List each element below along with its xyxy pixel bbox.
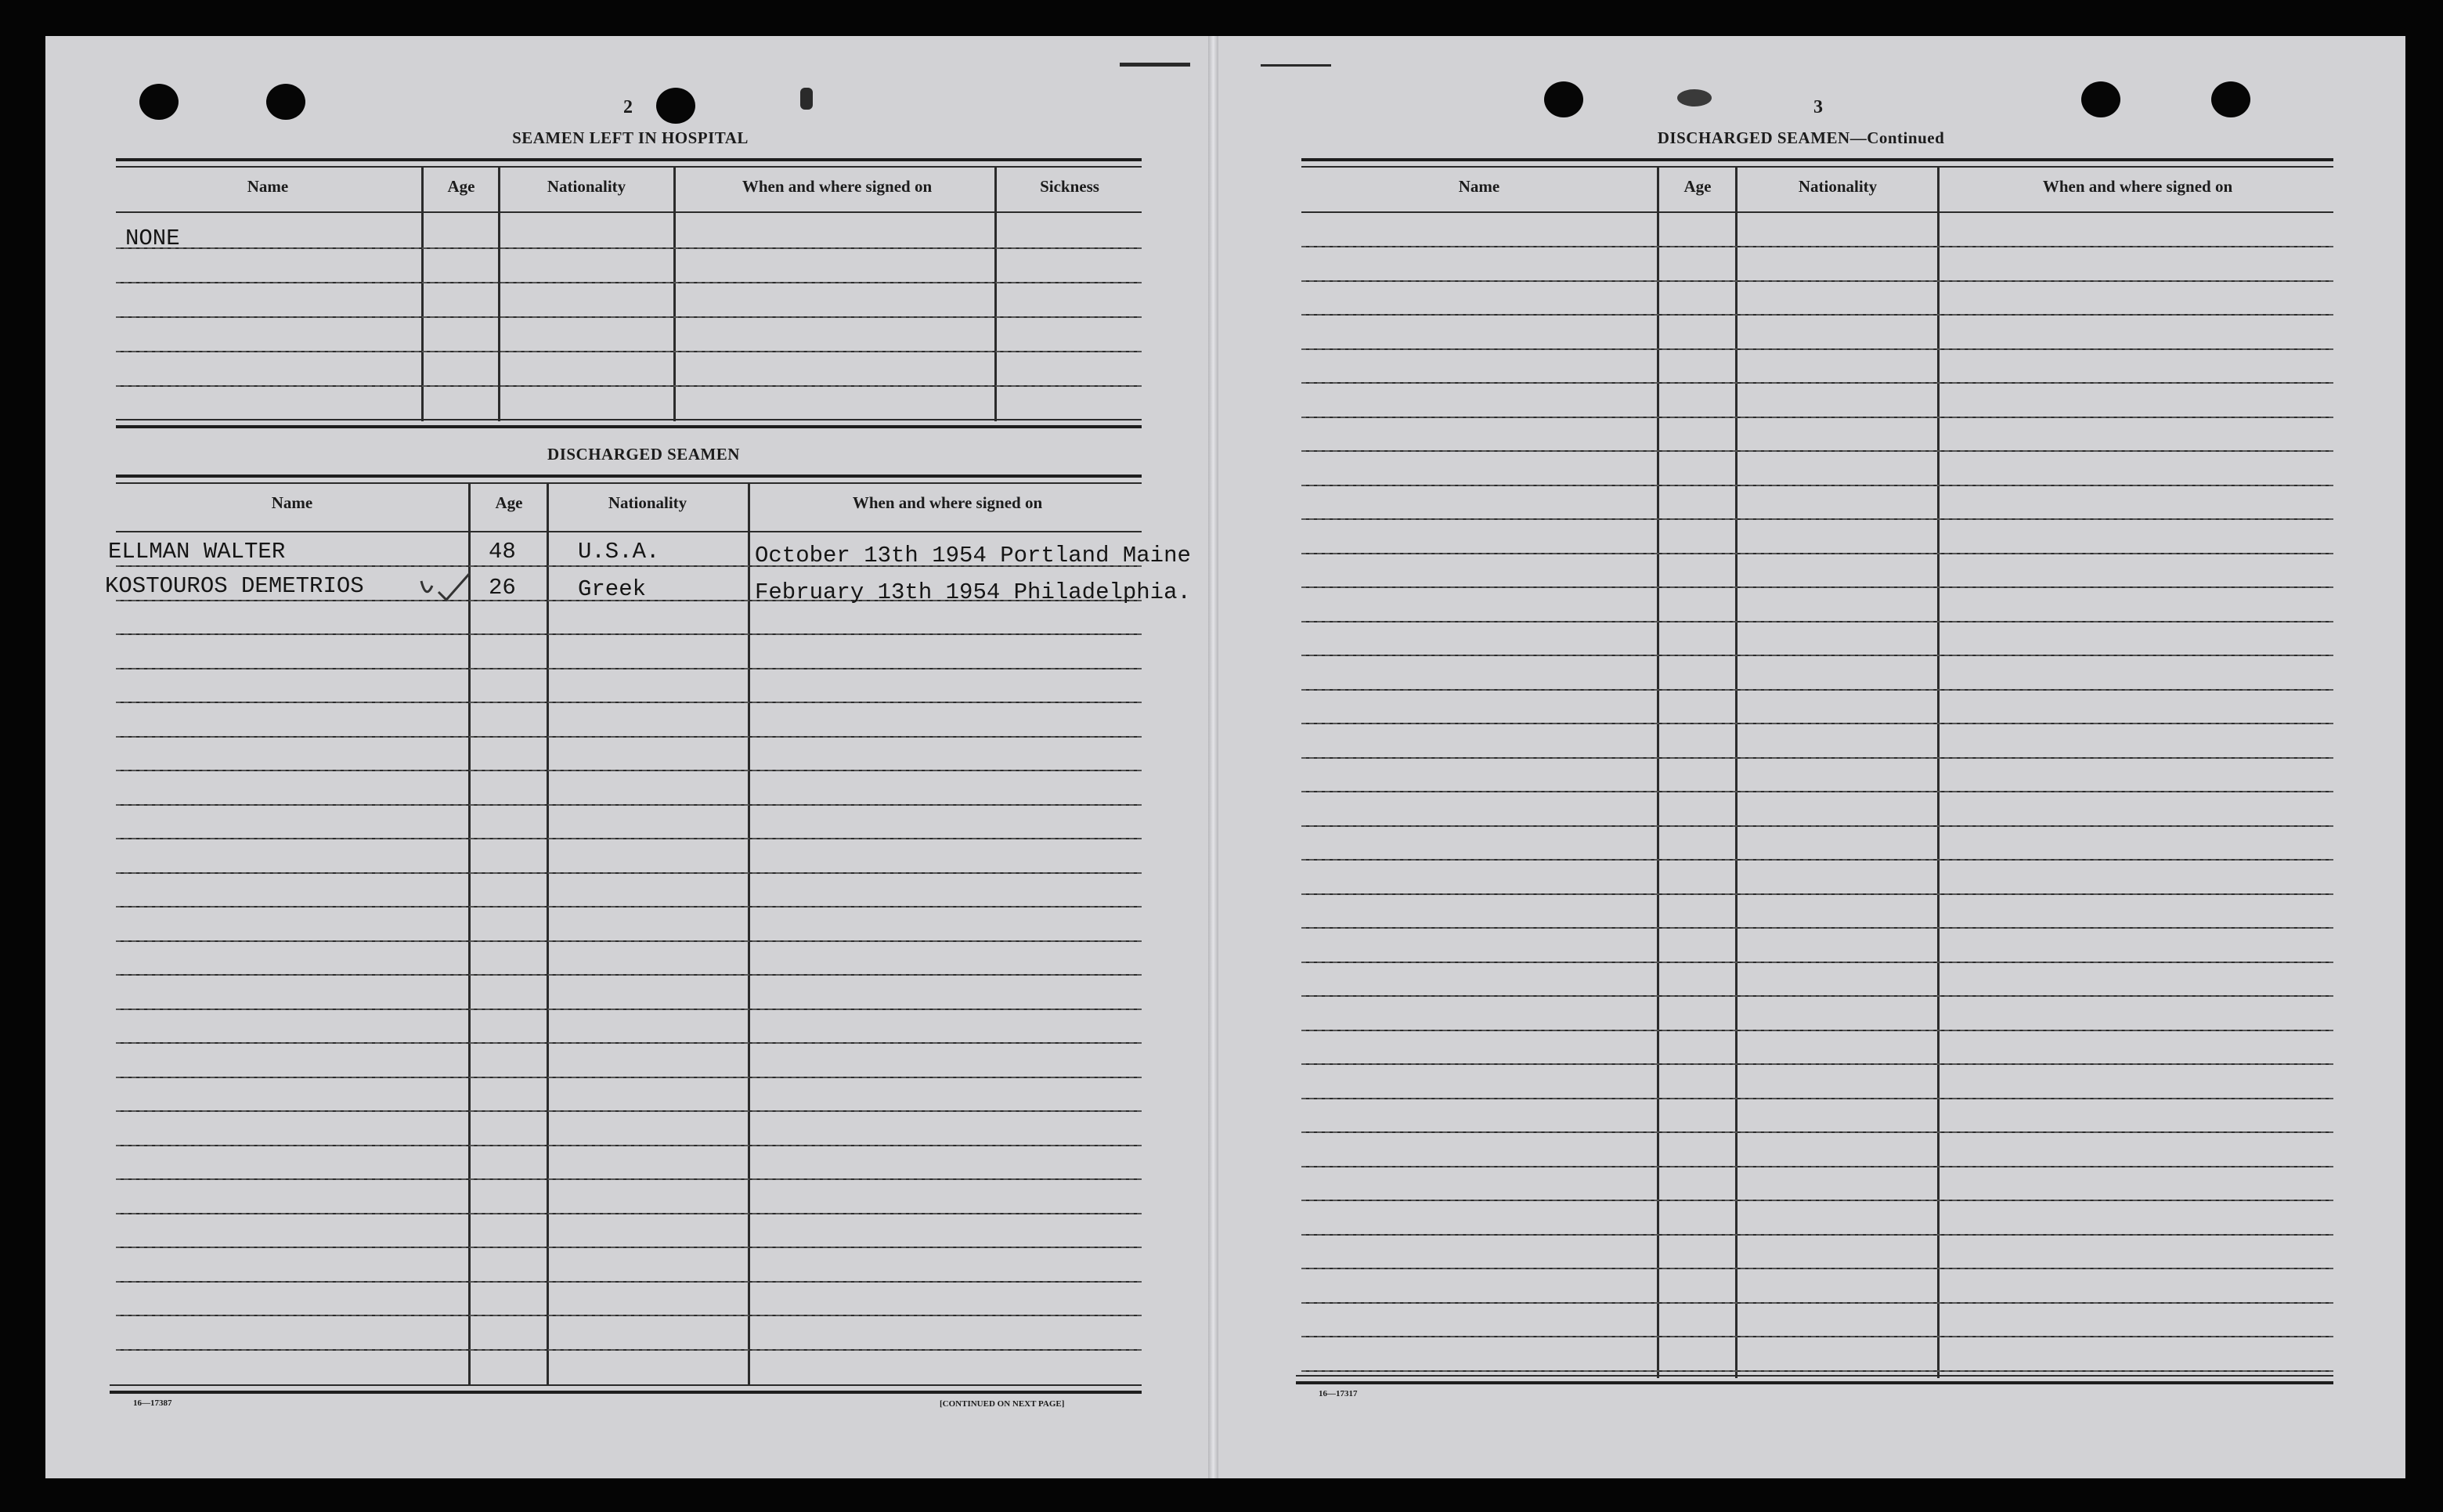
punch-hole: [266, 84, 305, 120]
ruled-line: [116, 770, 1142, 771]
page-gutter: [1208, 36, 1218, 1478]
ruled-line: [116, 1178, 1142, 1180]
discharged-section-title: DISCHARGED SEAMEN: [547, 445, 740, 464]
column-header-name: Name: [1458, 177, 1500, 196]
punch-hole: [2081, 81, 2120, 117]
ruled-line: [116, 668, 1142, 669]
column-divider: [498, 166, 500, 421]
ruled-line: [116, 633, 1142, 635]
seaman-signed-on: October 13th 1954 Portland Maine: [755, 543, 1191, 568]
ruled-line: [116, 1042, 1142, 1044]
table-rule: [1301, 158, 2333, 161]
ruled-line: [1301, 485, 2333, 486]
form-number: 16—17317: [1319, 1389, 1358, 1398]
table-rule: [116, 425, 1142, 428]
table-rule: [1301, 211, 2333, 213]
seaman-nationality: Greek: [578, 576, 647, 602]
column-divider: [547, 482, 549, 1386]
table-rule: [116, 158, 1142, 161]
ruled-line: [116, 1009, 1142, 1010]
ruled-line: [1301, 1063, 2333, 1065]
ruled-line: [1301, 1166, 2333, 1167]
ink-smudge: [800, 88, 813, 110]
page-number: 3: [1813, 97, 1823, 117]
ruled-line: [1301, 382, 2333, 384]
handwritten-check-mark: [415, 565, 478, 604]
column-header-age: Age: [447, 177, 475, 196]
table-rule: [110, 1391, 1142, 1394]
ruled-line: [116, 1349, 1142, 1351]
ruled-line: [1301, 962, 2333, 963]
column-header-age: Age: [495, 493, 523, 512]
left-page: [45, 36, 1208, 1478]
ruled-line: [1301, 689, 2333, 691]
continued-note: [CONTINUED ON NEXT PAGE]: [940, 1399, 1065, 1409]
ruled-line: [1301, 655, 2333, 656]
ruled-line: [1301, 893, 2333, 895]
ruled-line: [1301, 825, 2333, 827]
ruled-line: [116, 385, 1142, 387]
table-rule: [1296, 1381, 2333, 1384]
ruled-line: [116, 702, 1142, 703]
column-divider: [673, 166, 676, 421]
ruled-line: [1301, 1131, 2333, 1133]
ruled-line: [116, 1213, 1142, 1214]
ruled-line: [1301, 518, 2333, 520]
column-header-sickness: Sickness: [1040, 177, 1099, 196]
ruled-line: [1301, 1030, 2333, 1031]
ruled-line: [1301, 621, 2333, 622]
column-divider: [468, 482, 471, 1386]
ruled-line: [1301, 586, 2333, 588]
page-number: 2: [623, 97, 633, 117]
ruled-line: [1301, 450, 2333, 452]
seaman-nationality: U.S.A.: [578, 539, 660, 565]
ruled-line: [116, 1145, 1142, 1146]
ruled-line: [1301, 995, 2333, 997]
ruled-line: [1301, 246, 2333, 247]
table-rule: [116, 419, 1142, 420]
ruled-line: [1301, 553, 2333, 554]
ruled-line: [116, 1110, 1142, 1112]
column-header-age: Age: [1683, 177, 1712, 196]
ruled-line: [116, 974, 1142, 976]
column-header-nationality: Nationality: [547, 177, 626, 196]
column-divider: [994, 166, 997, 421]
ruled-line: [1301, 791, 2333, 792]
ruled-line: [1301, 859, 2333, 861]
ruled-line: [1301, 348, 2333, 350]
ruled-line: [1301, 314, 2333, 316]
ruled-line: [116, 838, 1142, 839]
ruled-line: [1301, 1302, 2333, 1304]
column-header-signed-on: When and where signed on: [852, 493, 1043, 512]
table-rule: [116, 475, 1142, 478]
ruled-line: [116, 1315, 1142, 1316]
table-rule: [1301, 166, 2333, 168]
punch-hole: [1544, 81, 1583, 117]
hospital-section-title: SEAMEN LEFT IN HOSPITAL: [512, 128, 749, 147]
ruled-line: [116, 351, 1142, 352]
ink-smudge: [1261, 64, 1331, 67]
column-header-name: Name: [247, 177, 289, 196]
ruled-line: [116, 1281, 1142, 1283]
ruled-line: [116, 316, 1142, 318]
ruled-line: [116, 282, 1142, 283]
ruled-line: [1301, 1200, 2333, 1201]
hospital-entry: NONE: [125, 226, 180, 251]
ruled-line: [116, 247, 1142, 249]
ruled-line: [1301, 1370, 2333, 1372]
punch-hole: [139, 84, 179, 120]
title-main: DISCHARGED SEAMEN: [1657, 128, 1850, 147]
ruled-line: [1301, 1098, 2333, 1099]
table-rule: [1296, 1375, 2333, 1377]
table-rule: [110, 1384, 1142, 1386]
table-rule: [116, 531, 1142, 532]
ruled-line: [1301, 1268, 2333, 1269]
column-divider: [421, 166, 424, 421]
ruled-line: [116, 940, 1142, 942]
ruled-line: [1301, 1234, 2333, 1236]
ruled-line: [116, 1077, 1142, 1078]
ruled-line: [1301, 1336, 2333, 1337]
column-header-nationality: Nationality: [1798, 177, 1878, 196]
punch-hole: [2211, 81, 2250, 117]
seaman-age: 26: [489, 575, 516, 601]
ruled-line: [116, 1247, 1142, 1248]
ruled-line: [116, 736, 1142, 738]
punch-hole: [656, 88, 695, 124]
table-rule: [116, 482, 1142, 484]
form-number: 16—17387: [133, 1398, 172, 1408]
title-suffix: —Continued: [1849, 128, 1945, 147]
seaman-signed-on: February 13th 1954 Philadelphia.: [755, 579, 1191, 605]
ruled-line: [1301, 927, 2333, 929]
seaman-age: 48: [489, 539, 516, 565]
seaman-name: KOSTOUROS DEMETRIOS: [105, 573, 364, 599]
seaman-name: ELLMAN WALTER: [108, 539, 286, 565]
column-header-name: Name: [271, 493, 313, 512]
ruled-line: [1301, 757, 2333, 759]
ink-smudge: [1120, 63, 1190, 67]
discharged-continued-title: [1658, 128, 1944, 148]
column-header-nationality: Nationality: [608, 493, 687, 512]
ruled-line: [116, 872, 1142, 874]
ruled-line: [1301, 723, 2333, 724]
table-rule: [116, 211, 1142, 213]
column-header-signed-on: When and where signed on: [2042, 177, 2233, 196]
ruled-line: [1301, 417, 2333, 418]
ruled-line: [1301, 280, 2333, 282]
ruled-line: [116, 906, 1142, 908]
ink-smudge: [1677, 89, 1712, 106]
column-divider: [748, 482, 750, 1386]
column-header-signed-on: When and where signed on: [742, 177, 933, 196]
ruled-line: [116, 804, 1142, 806]
table-rule: [116, 166, 1142, 168]
